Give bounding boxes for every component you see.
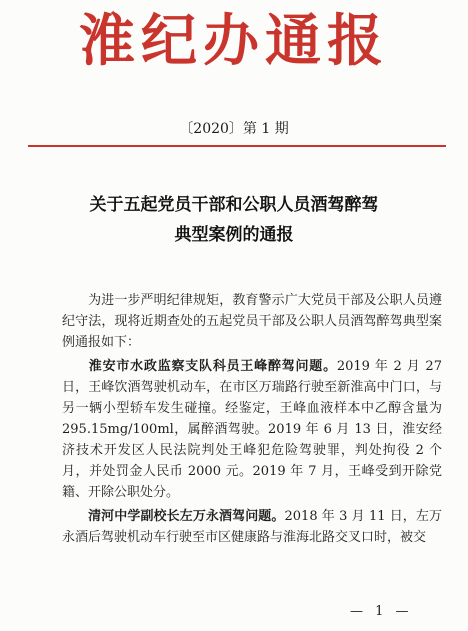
document-title (0, 190, 468, 250)
case-text-2: 2018 年 3 月 11 日，左万永酒后驾驶机动车行驶至市区健康路与淮海北路交叉口时，被交 (62, 509, 442, 545)
document-body (62, 290, 442, 551)
case-text-1: 2019 年 2 月 27 日，王峰饮酒驾驶机动车，在市区万瑞路行驶至新淮高中门口，与另一辆小型轿车发生碰撞。经鉴定，王峰血液样本中乙醇含量为 295.15mg/100ml，属醉酒驾驶。2019 年 6 月 13 日，淮安经济技术开发区人民法院判处王峰犯危险驾驶罪，判处拘役 2 个月，并处罚金人民币 2000 元。2019 年 7 月，王峰受到开除党籍、开除公职处分。 (62, 359, 442, 500)
case-paragraph-2 (62, 506, 442, 548)
issue-number: 〔2020〕第 1 期 (179, 121, 289, 137)
case-paragraph-1 (62, 356, 442, 503)
page-number: — 1 — (350, 604, 413, 619)
case-heading-2: 清河中学副校长左万永酒驾问题。 (88, 509, 285, 524)
document-title-line-2: 典型案例的通报 (174, 225, 294, 245)
red-divider-line (28, 145, 446, 147)
case-heading-1: 淮安市水政监察支队科员王峰醉驾问题。 (88, 359, 337, 374)
document-title-line-1: 关于五起党员干部和公职人员酒驾醉驾 (89, 195, 379, 215)
intro-text: 为进一步严明纪律规矩，教育警示广大党员干部及公职人员遵纪守法，现将近期查处的五起党员干部及公职人员酒驾醉驾典型案例通报如下： (62, 293, 442, 350)
intro-paragraph (62, 290, 442, 353)
masthead-title: 淮纪办通报 (79, 9, 389, 74)
